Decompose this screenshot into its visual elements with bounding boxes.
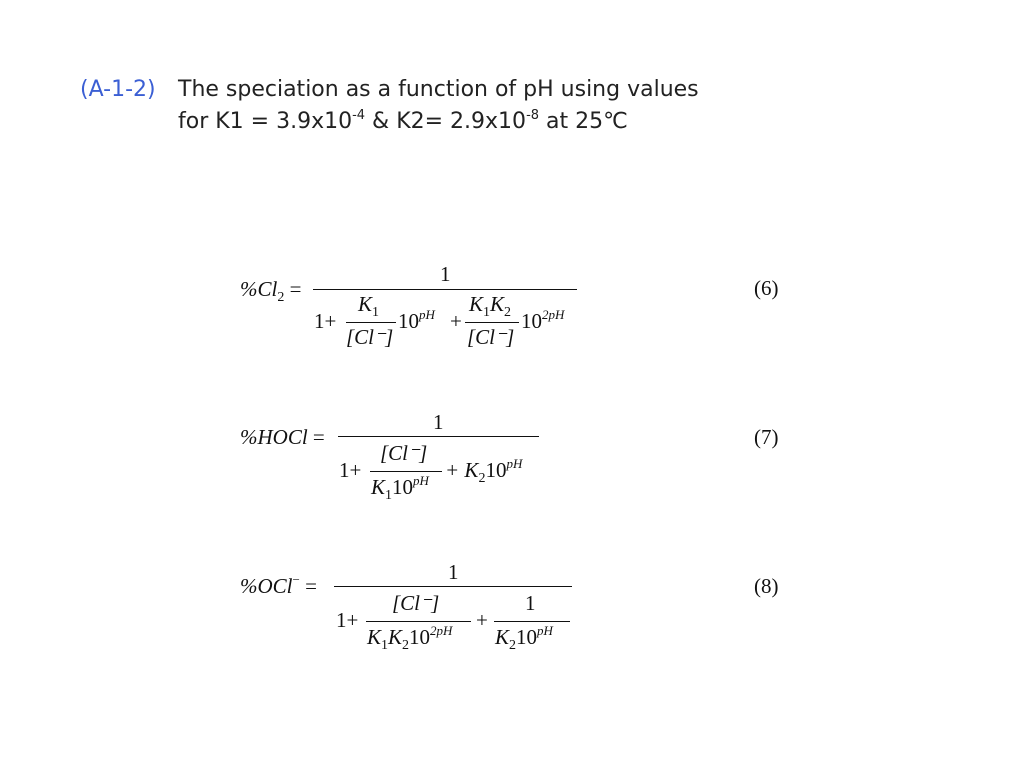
eq6-term1-num: $K_1$: [358, 292, 380, 320]
eq7-plus-term: + $K_210^{pH}$: [445, 456, 523, 486]
eq7-frac-den: $K_110^{pH}$: [371, 473, 429, 503]
eq7-number: (7): [754, 425, 779, 449]
k1-exponent: -4: [352, 108, 366, 123]
title-line-2: [178, 106, 628, 138]
eq8-main-fraction-bar: [334, 586, 572, 587]
eq6-one-plus: 1+: [314, 309, 337, 333]
eq6-term2-num: $K_1K_2$: [469, 292, 512, 320]
eq6-term2-power: $10^{2pH}$: [521, 307, 565, 333]
eq8-frac1-den: $K_1K_210^{2pH}$: [367, 623, 453, 653]
title-line-2-mid: & K2= 2.9x10: [365, 109, 527, 134]
eq6-main-fraction-bar: [313, 289, 577, 290]
eq8-frac1-bar: [366, 621, 471, 622]
eq8-number: (8): [754, 574, 779, 598]
eq7-main-fraction-bar: [338, 436, 539, 437]
title-line-2-prefix: for K1 = 3.9x10: [178, 109, 353, 134]
eq8-frac2-den: $K_210^{pH}$: [495, 623, 553, 653]
eq8-frac1-num: [Cl⁻]: [392, 591, 440, 615]
eq6-plus: +: [450, 309, 462, 333]
eq8-one-plus: 1+: [336, 608, 359, 632]
eq7-numerator: 1: [433, 410, 444, 434]
eq8-lhs: %OCl− =: [240, 572, 317, 598]
title-line-1: The speciation as a function of pH using values: [178, 77, 699, 102]
eq7-lhs: %HOCl =: [240, 425, 325, 449]
eq6-number: (6): [754, 276, 779, 300]
eq7-one-plus: 1+: [339, 458, 362, 482]
eq6-numerator: 1: [440, 262, 451, 286]
eq7-frac-num: [Cl⁻]: [380, 441, 428, 465]
k2-exponent: -8: [526, 108, 540, 123]
eq6-term1-power: $10^{pH}$: [398, 307, 435, 333]
eq7-frac-bar: [370, 471, 442, 472]
eq8-plus: +: [476, 608, 488, 632]
title-line-2-suffix: at 25℃: [539, 109, 628, 134]
eq8-frac2-num: 1: [525, 591, 536, 615]
eq6-lhs: $\%Cl_2$ =: [240, 277, 302, 305]
eq6-term2-bar: [465, 322, 519, 323]
eq8-numerator: 1: [448, 560, 459, 584]
section-tag: (A-1-2): [80, 77, 156, 102]
eq8-frac2-bar: [494, 621, 570, 622]
eq6-term1-den: [Cl⁻]: [346, 325, 394, 349]
eq6-term2-den: [Cl⁻]: [467, 325, 515, 349]
eq6-term1-bar: [346, 322, 396, 323]
